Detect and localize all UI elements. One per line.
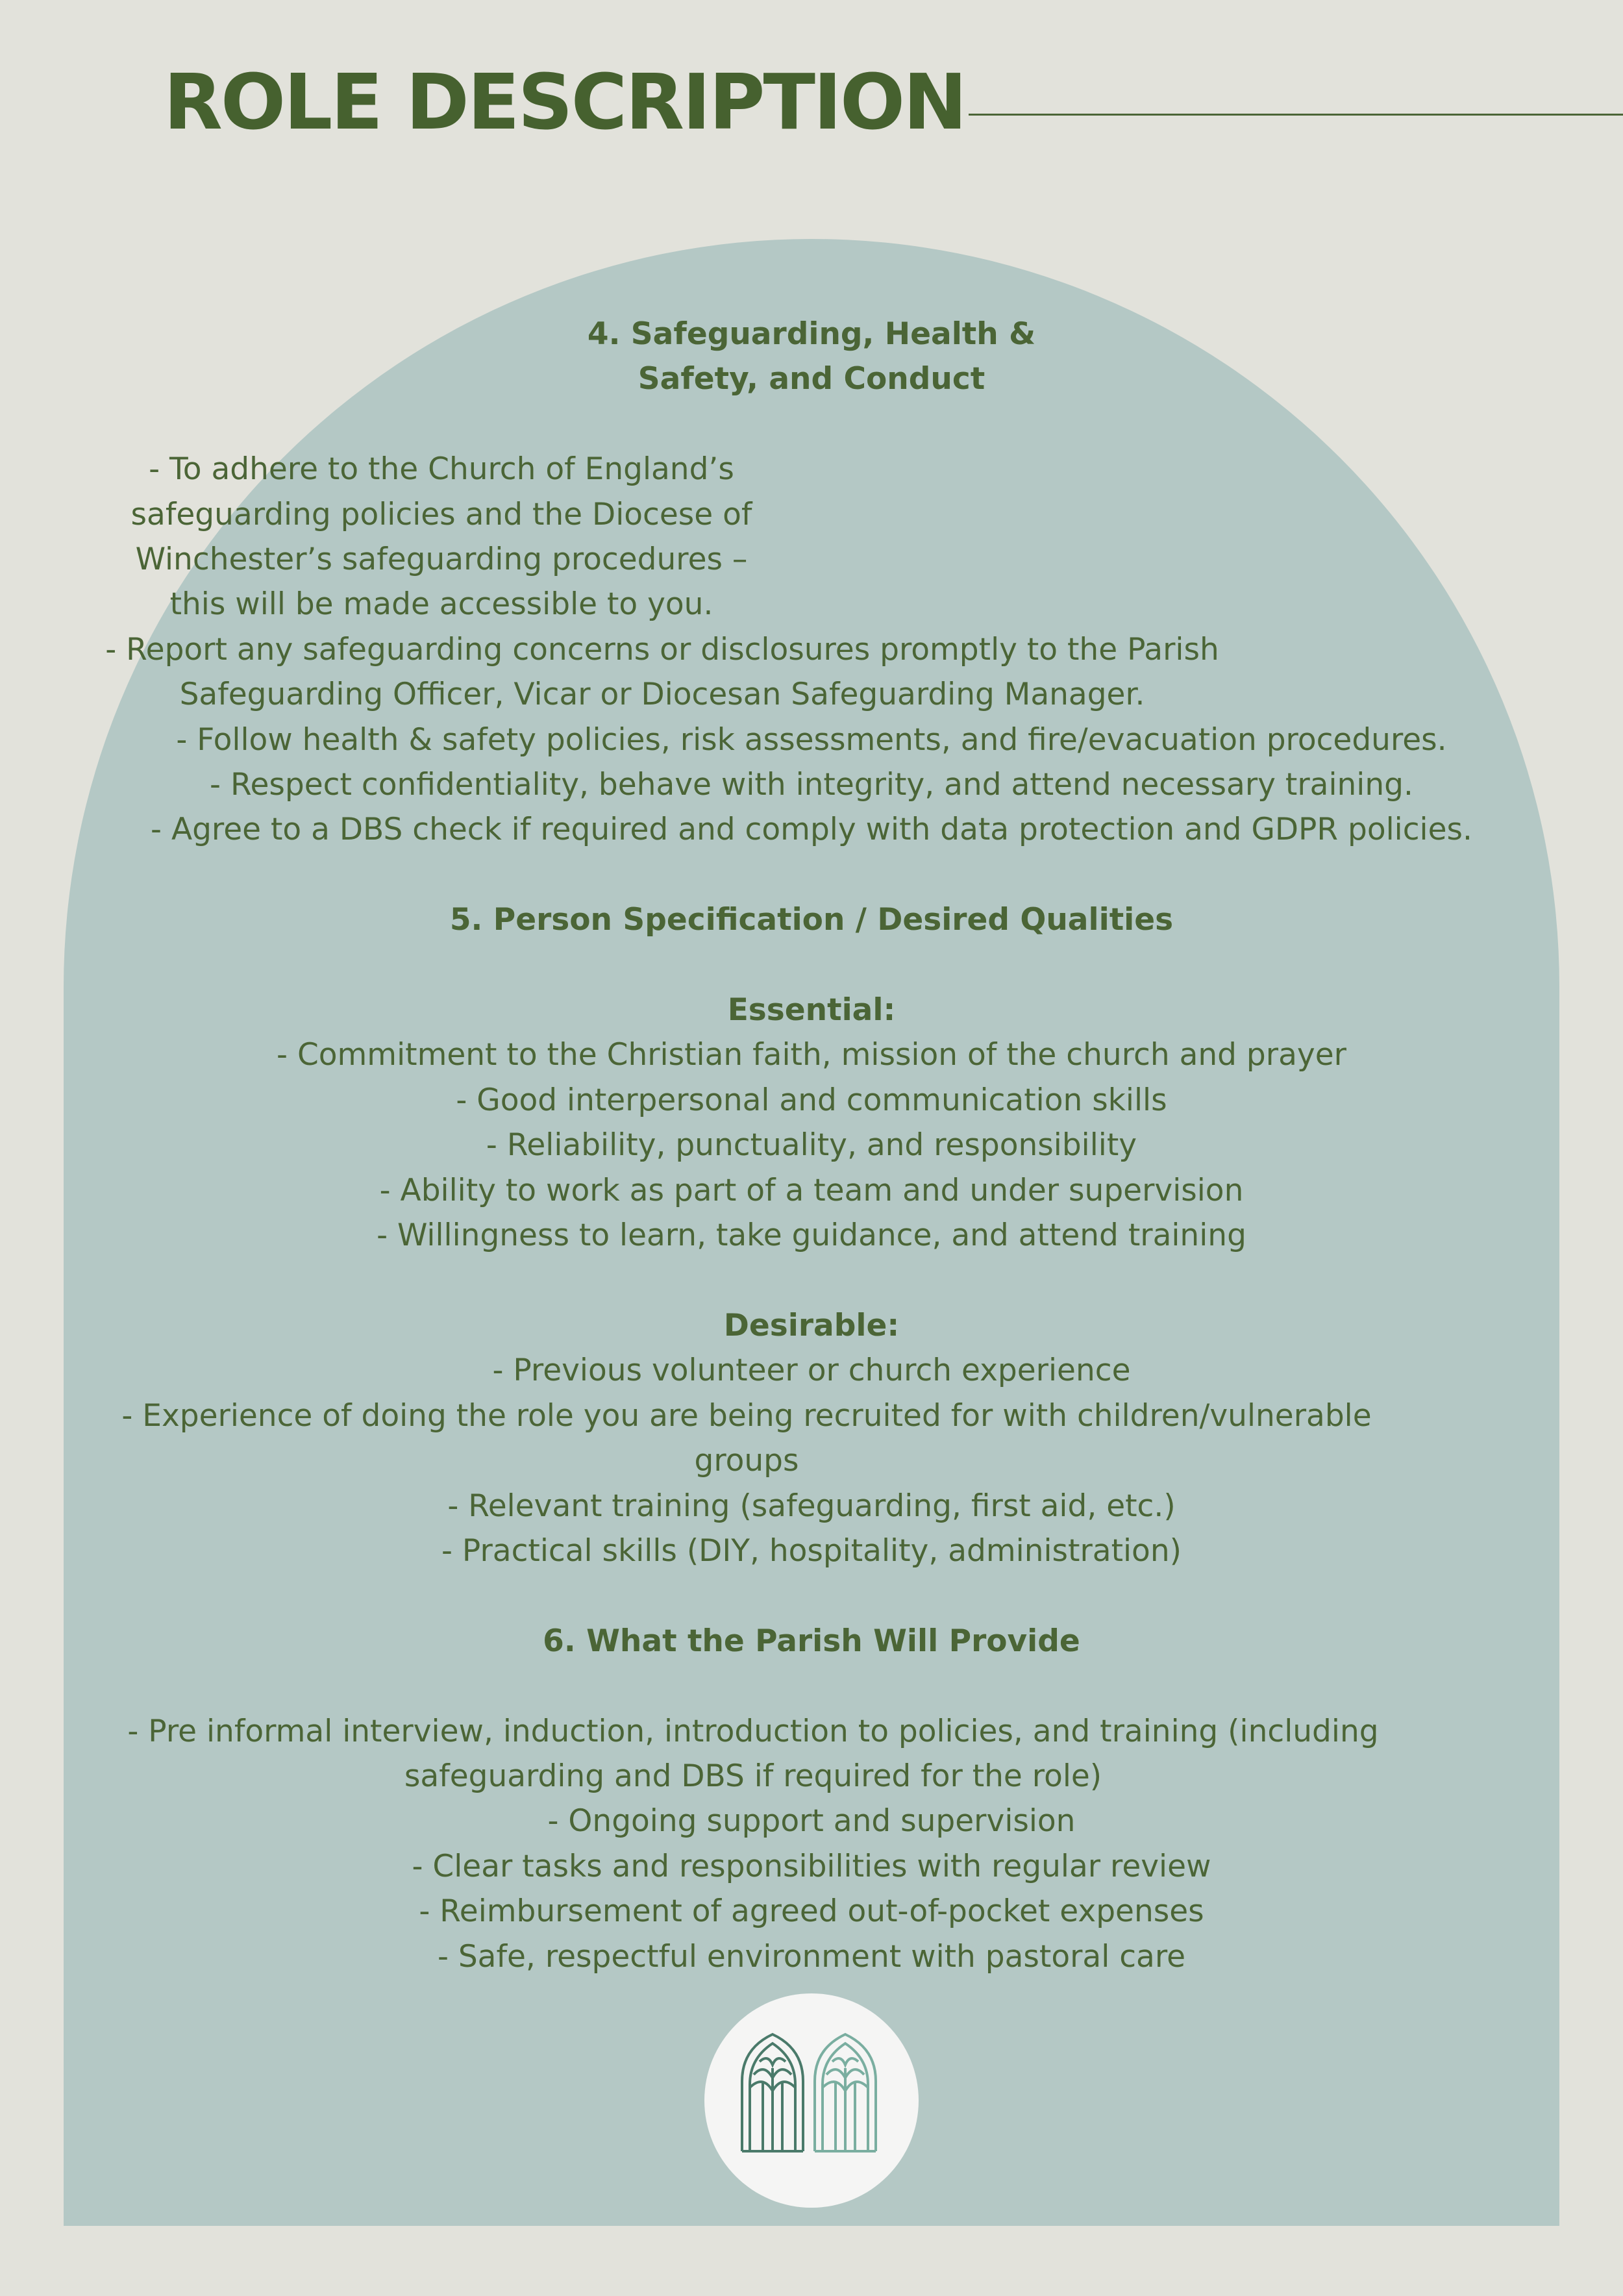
list-item: - Ongoing support and supervision bbox=[547, 1803, 1076, 1840]
list-item: - Safe, respectful environment with pastoral care bbox=[437, 1938, 1186, 1975]
section-heading bbox=[97, 312, 1526, 402]
list-item: - Good interpersonal and communication skills bbox=[456, 1082, 1167, 1118]
list-item: - Reimbursement of agreed out-of-pocket expenses bbox=[419, 1893, 1204, 1930]
safeguarding-list bbox=[97, 627, 1526, 853]
list-item: - Follow health & safety policies, risk assessments, and fire/evacuation procedures. bbox=[176, 721, 1447, 758]
list-item: - Ability to work as part of a team and under supervision bbox=[379, 1172, 1244, 1208]
role-content bbox=[97, 312, 1526, 1979]
list-item: - Commitment to the Christian faith, mission of the church and prayer bbox=[277, 1037, 1346, 1073]
intro-line: safeguarding policies and the Diocese of bbox=[130, 496, 752, 532]
list-item: - Previous volunteer or church experience bbox=[492, 1353, 1131, 1389]
page-title: ROLE DESCRIPTION bbox=[164, 57, 965, 147]
logo bbox=[704, 1993, 919, 2208]
list-item: - Practical skills (DIY, hospitality, administration) bbox=[441, 1532, 1182, 1569]
section-safeguarding bbox=[97, 312, 1526, 853]
heading-line: 4. Safeguarding, Health & bbox=[587, 316, 1036, 352]
list-item: - Willingness to learn, take guidance, and attend training bbox=[377, 1217, 1246, 1254]
list-item: - Experience of doing the role you are being recruited for with children/vulnerable groups bbox=[121, 1397, 1372, 1479]
essential-label: Essential: bbox=[727, 992, 896, 1029]
section-heading: 6. What the Parish Will Provide bbox=[543, 1623, 1080, 1659]
list-item: - Agree to a DBS check if required and comply with data protection and GDPR policies. bbox=[151, 812, 1472, 848]
section-person-spec bbox=[97, 897, 1526, 1573]
list-item: - Respect confidentiality, behave with integrity, and attend necessary training. bbox=[210, 767, 1413, 803]
list-item: - Clear tasks and responsibilities with regular review bbox=[412, 1848, 1211, 1884]
desirable-label: Desirable: bbox=[723, 1307, 900, 1343]
intro-line: this will be made accessible to you. bbox=[169, 586, 713, 623]
heading-line: Safety, and Conduct bbox=[638, 361, 985, 397]
title-divider bbox=[969, 114, 1623, 116]
intro-line: - To adhere to the Church of England’s bbox=[149, 451, 734, 488]
list-item: - Relevant training (safeguarding, first aid, etc.) bbox=[447, 1488, 1176, 1524]
list-item: - Pre informal interview, induction, introduction to policies, and training (including safeguarding and DBS if required for the role) bbox=[127, 1713, 1379, 1794]
safeguarding-intro bbox=[97, 447, 786, 627]
church-windows-icon bbox=[737, 2029, 886, 2152]
intro-line: Winchester’s safeguarding procedures – bbox=[135, 542, 748, 578]
essential-list bbox=[97, 1032, 1526, 1258]
list-item: - Reliability, punctuality, and responsibility bbox=[486, 1127, 1137, 1164]
section-provide bbox=[97, 1619, 1526, 1979]
desirable-list bbox=[97, 1348, 1526, 1573]
list-item: - Report any safeguarding concerns or disclosures promptly to the Parish Safeguarding Officer, Vicar or Diocesan Safeguarding Manager. bbox=[105, 631, 1219, 713]
section-heading: 5. Person Specification / Desired Qualities bbox=[449, 902, 1174, 938]
provide-list bbox=[97, 1709, 1526, 1979]
